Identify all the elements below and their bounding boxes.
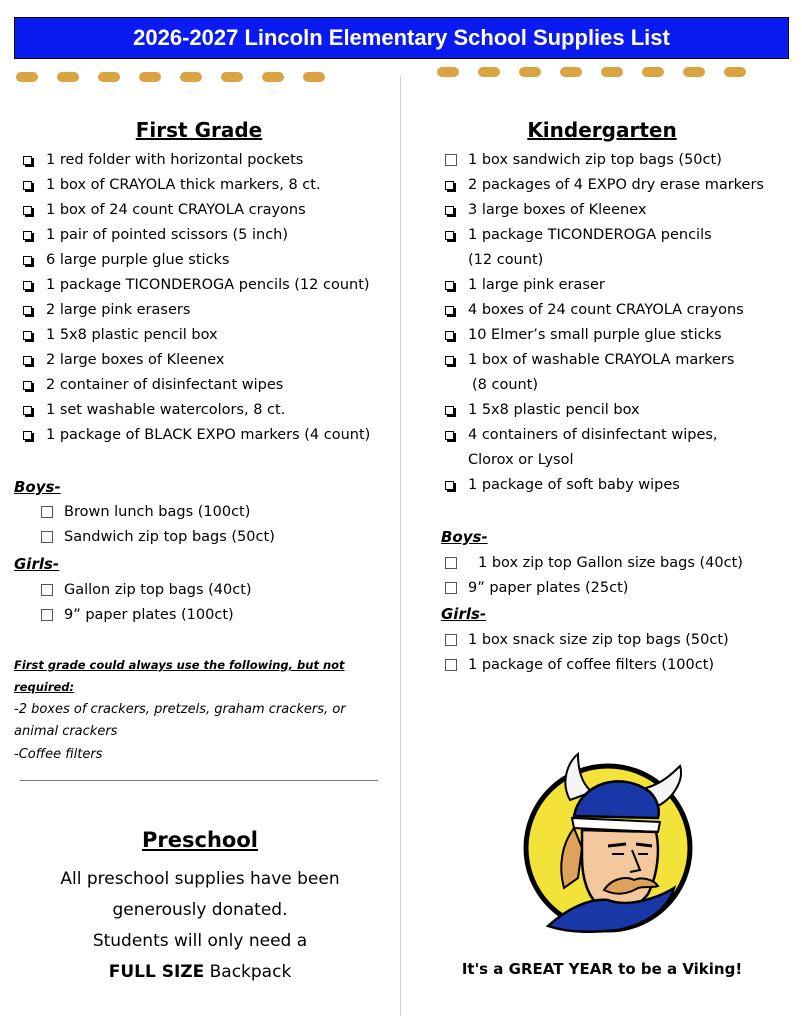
right-dot-divider (437, 67, 746, 77)
checkbox-icon (445, 331, 454, 340)
list-item: Brown lunch bags (100ct) (36, 500, 275, 525)
viking-tagline: It's a GREAT YEAR to be a Viking! (461, 960, 743, 978)
checkbox-icon (23, 406, 32, 415)
first-grade-boys-label: Boys- (14, 478, 61, 496)
checkbox-icon (445, 306, 454, 315)
list-item: 2 packages of 4 EXPO dry erase markers (440, 173, 764, 198)
list-item: 2 large boxes of Kleenex (18, 348, 370, 373)
preschool-line-4 (0, 957, 400, 988)
list-item-continuation: (8 count) (472, 377, 539, 393)
first-grade-title: First Grade (135, 118, 263, 142)
preschool-line-3: Students will only need a (92, 931, 308, 951)
list-item: 10 Elmer’s small purple glue sticks (440, 323, 764, 348)
checkbox-icon (445, 431, 454, 440)
list-item: 1 large pink eraser (440, 273, 764, 298)
list-item: 4 boxes of 24 count CRAYOLA crayons (440, 298, 764, 323)
checkbox-icon (23, 431, 32, 440)
list-item: 1 box zip top Gallon size bags (40ct) (440, 551, 743, 576)
checkbox-icon (41, 609, 53, 621)
list-item-continuation: (12 count) (468, 252, 544, 268)
kindergarten-boys-list (440, 551, 743, 601)
checkbox-icon (23, 356, 32, 365)
checkbox-icon (41, 531, 53, 543)
list-item: 2 container of disinfectant wipes (18, 373, 370, 398)
optional-line-2: animal crackers (14, 724, 118, 739)
list-item: Sandwich zip top bags (50ct) (36, 525, 275, 550)
preschool-line-2: generously donated. (112, 900, 288, 920)
checkbox-icon (23, 181, 32, 190)
checkbox-icon (445, 557, 457, 569)
list-item: 9” paper plates (25ct) (440, 576, 743, 601)
kindergarten-boys-label: Boys- (441, 528, 488, 546)
preschool-line-4-rest: Backpack (204, 962, 292, 982)
optional-heading-line-1: First grade could always use the following, but not (14, 658, 345, 672)
first-grade-girls-label: Girls- (14, 555, 60, 573)
list-item: 3 large boxes of Kleenex (440, 198, 764, 223)
checkbox-icon (445, 406, 454, 415)
optional-line-3: -Coffee filters (14, 747, 103, 762)
list-item: 1 package of soft baby wipes (440, 473, 764, 498)
viking-mascot-icon (508, 748, 698, 942)
list-item: 1 5x8 plastic pencil box (18, 323, 370, 348)
checkbox-icon (445, 659, 457, 671)
checkbox-icon (23, 381, 32, 390)
checkbox-icon (23, 206, 32, 215)
list-item: 4 containers of disinfectant wipes, (440, 423, 764, 448)
checkbox-icon (23, 281, 32, 290)
checkbox-icon (23, 331, 32, 340)
optional-line-1: -2 boxes of crackers, pretzels, graham crackers, or (14, 702, 346, 717)
kindergarten-girls-label: Girls- (441, 605, 487, 623)
list-item: 1 set washable watercolors, 8 ct. (18, 398, 370, 423)
list-item: 1 red folder with horizontal pockets (18, 148, 370, 173)
preschool-text (0, 864, 400, 988)
list-item: 9” paper plates (100ct) (36, 603, 252, 628)
checkbox-icon (23, 231, 32, 240)
kindergarten-list (440, 148, 764, 498)
checkbox-icon (41, 584, 53, 596)
list-item: 1 package TICONDEROGA pencils (12 count) (18, 273, 370, 298)
checkbox-icon (445, 634, 457, 646)
page-banner: 2026-2027 Lincoln Elementary School Supplies List (14, 17, 789, 59)
list-item: 6 large purple glue sticks (18, 248, 370, 273)
list-item: 1 pair of pointed scissors (5 inch) (18, 223, 370, 248)
preschool-title: Preschool (142, 828, 258, 852)
first-grade-girls-list (36, 578, 252, 628)
list-item: 1 package TICONDEROGA pencils (440, 223, 764, 248)
checkbox-icon (23, 306, 32, 315)
checkbox-icon (445, 356, 454, 365)
preschool-line-1: All preschool supplies have been (60, 869, 340, 889)
kindergarten-girls-list (440, 628, 729, 678)
list-item: Gallon zip top bags (40ct) (36, 578, 252, 603)
optional-heading-line-2: required: (14, 680, 75, 694)
kindergarten-title: Kindergarten (527, 118, 677, 142)
list-item: 1 box sandwich zip top bags (50ct) (440, 148, 764, 173)
list-item: 1 box of CRAYOLA thick markers, 8 ct. (18, 173, 370, 198)
list-item: 1 package of BLACK EXPO markers (4 count) (18, 423, 370, 448)
column-divider (400, 76, 401, 1016)
checkbox-icon (445, 181, 454, 190)
checkbox-icon (445, 481, 454, 490)
checkbox-icon (445, 206, 454, 215)
checkbox-icon (445, 281, 454, 290)
checkbox-icon (41, 506, 53, 518)
list-item: 1 5x8 plastic pencil box (440, 398, 764, 423)
first-grade-boys-list (36, 500, 275, 550)
checkbox-icon (445, 231, 454, 240)
list-item-continuation: Clorox or Lysol (468, 452, 574, 468)
left-dot-divider (16, 72, 325, 82)
section-divider (20, 780, 378, 781)
checkbox-icon (445, 154, 457, 166)
list-item: 1 box of washable CRAYOLA markers (440, 348, 764, 373)
first-grade-list (18, 148, 370, 448)
checkbox-icon (445, 582, 457, 594)
list-item: 1 box snack size zip top bags (50ct) (440, 628, 729, 653)
list-item: 1 box of 24 count CRAYOLA crayons (18, 198, 370, 223)
checkbox-icon (23, 256, 32, 265)
list-item: 1 package of coffee filters (100ct) (440, 653, 729, 678)
preschool-bold-text: FULL SIZE (108, 962, 205, 982)
list-item: 2 large pink erasers (18, 298, 370, 323)
checkbox-icon (23, 156, 32, 165)
